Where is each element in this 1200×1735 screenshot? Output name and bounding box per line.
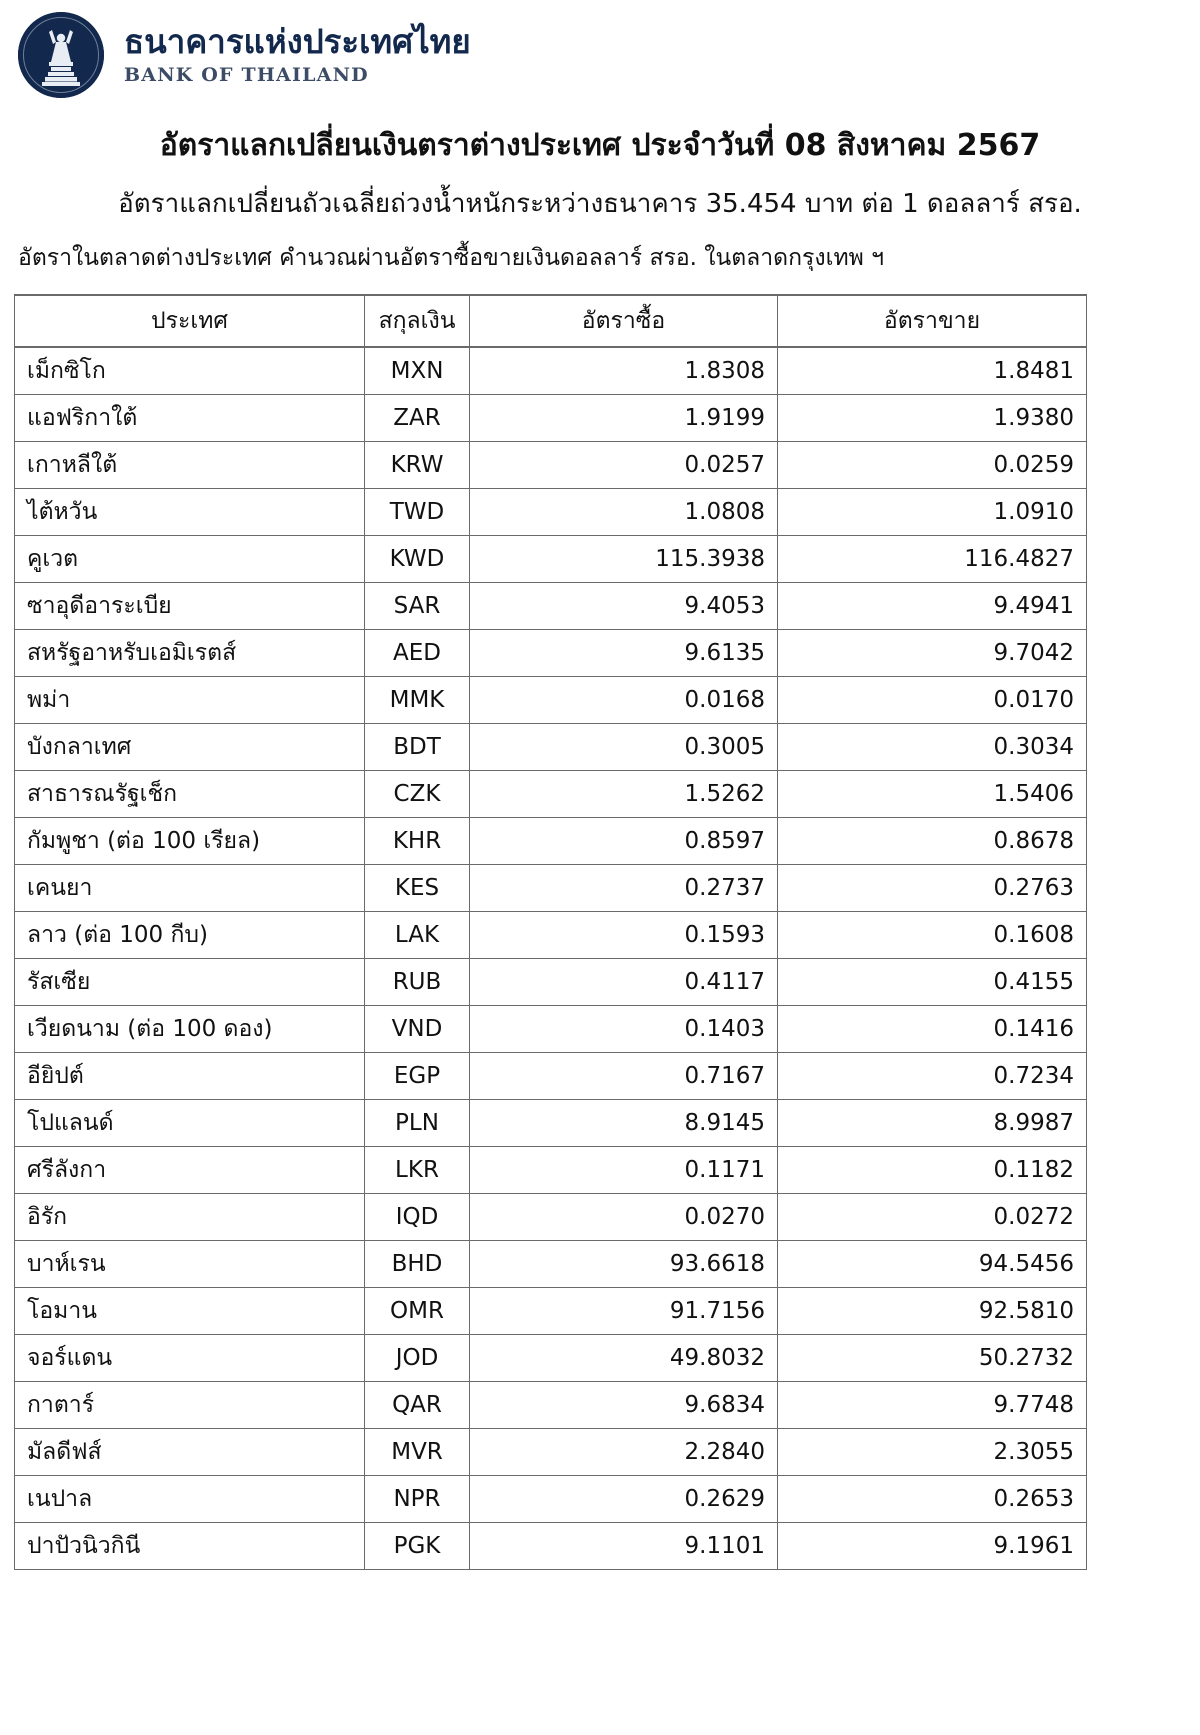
- exchange-rate-table: [14, 294, 1087, 1570]
- cell-sell-rate: 2.3055: [778, 1428, 1087, 1475]
- cell-country: เนปาล: [15, 1475, 365, 1522]
- cell-buy-rate: 1.9199: [470, 394, 778, 441]
- cell-sell-rate: 9.4941: [778, 582, 1087, 629]
- table-row: [15, 1193, 1087, 1240]
- cell-currency-code: SAR: [365, 582, 470, 629]
- cell-buy-rate: 2.2840: [470, 1428, 778, 1475]
- cell-sell-rate: 92.5810: [778, 1287, 1087, 1334]
- cell-country: โปแลนด์: [15, 1099, 365, 1146]
- cell-currency-code: ZAR: [365, 394, 470, 441]
- cell-buy-rate: 0.2737: [470, 864, 778, 911]
- cell-country: ปาปัวนิวกินี: [15, 1522, 365, 1569]
- brand-name-thai: ธนาคารแห่งประเทศไทย: [124, 22, 471, 61]
- table-row: [15, 347, 1087, 394]
- table-row: [15, 676, 1087, 723]
- cell-currency-code: AED: [365, 629, 470, 676]
- cell-buy-rate: 115.3938: [470, 535, 778, 582]
- bank-of-thailand-seal-icon: [18, 12, 104, 98]
- table-header-row: [15, 295, 1087, 347]
- brand-text: [124, 22, 471, 86]
- cell-buy-rate: 0.1171: [470, 1146, 778, 1193]
- cell-buy-rate: 0.2629: [470, 1475, 778, 1522]
- cell-sell-rate: 0.1416: [778, 1005, 1087, 1052]
- cell-buy-rate: 91.7156: [470, 1287, 778, 1334]
- cell-country: กาตาร์: [15, 1381, 365, 1428]
- cell-currency-code: OMR: [365, 1287, 470, 1334]
- cell-country: บาห์เรน: [15, 1240, 365, 1287]
- table-row: [15, 1240, 1087, 1287]
- cell-country: สาธารณรัฐเช็ก: [15, 770, 365, 817]
- cell-country: เกาหลีใต้: [15, 441, 365, 488]
- cell-sell-rate: 0.0259: [778, 441, 1087, 488]
- cell-currency-code: MXN: [365, 347, 470, 394]
- cell-currency-code: RUB: [365, 958, 470, 1005]
- cell-buy-rate: 0.0257: [470, 441, 778, 488]
- cell-buy-rate: 49.8032: [470, 1334, 778, 1381]
- table-row: [15, 958, 1087, 1005]
- cell-currency-code: VND: [365, 1005, 470, 1052]
- cell-buy-rate: 9.6834: [470, 1381, 778, 1428]
- cell-buy-rate: 9.4053: [470, 582, 778, 629]
- table-row: [15, 770, 1087, 817]
- cell-country: แอฟริกาใต้: [15, 394, 365, 441]
- cell-sell-rate: 8.9987: [778, 1099, 1087, 1146]
- table-row: [15, 1287, 1087, 1334]
- page-note: อัตราในตลาดต่างประเทศ คำนวณผ่านอัตราซื้อขายเงินดอลลาร์ สรอ. ในตลาดกรุงเทพ ฯ: [18, 245, 885, 271]
- cell-sell-rate: 1.8481: [778, 347, 1087, 394]
- brand-header: [0, 0, 1200, 96]
- cell-sell-rate: 0.8678: [778, 817, 1087, 864]
- cell-sell-rate: 0.2763: [778, 864, 1087, 911]
- cell-sell-rate: 9.1961: [778, 1522, 1087, 1569]
- table-row: [15, 1334, 1087, 1381]
- column-header-country: ประเทศ: [15, 295, 365, 347]
- document-titles: [0, 122, 1200, 276]
- cell-currency-code: KRW: [365, 441, 470, 488]
- cell-buy-rate: 0.7167: [470, 1052, 778, 1099]
- table-row: [15, 911, 1087, 958]
- cell-country: จอร์แดน: [15, 1334, 365, 1381]
- table-row: [15, 629, 1087, 676]
- cell-country: ศรีลังกา: [15, 1146, 365, 1193]
- cell-country: พม่า: [15, 676, 365, 723]
- cell-sell-rate: 94.5456: [778, 1240, 1087, 1287]
- table-header: [15, 295, 1087, 347]
- cell-currency-code: LKR: [365, 1146, 470, 1193]
- cell-currency-code: CZK: [365, 770, 470, 817]
- cell-sell-rate: 9.7748: [778, 1381, 1087, 1428]
- table-body: [15, 347, 1087, 1569]
- cell-sell-rate: 0.2653: [778, 1475, 1087, 1522]
- cell-buy-rate: 8.9145: [470, 1099, 778, 1146]
- table-row: [15, 1475, 1087, 1522]
- cell-buy-rate: 1.0808: [470, 488, 778, 535]
- cell-country: เคนยา: [15, 864, 365, 911]
- cell-currency-code: KHR: [365, 817, 470, 864]
- cell-currency-code: LAK: [365, 911, 470, 958]
- cell-sell-rate: 50.2732: [778, 1334, 1087, 1381]
- cell-currency-code: EGP: [365, 1052, 470, 1099]
- table-row: [15, 394, 1087, 441]
- cell-country: มัลดีฟส์: [15, 1428, 365, 1475]
- brand-name-english: BANK OF THAILAND: [124, 64, 369, 86]
- cell-sell-rate: 9.7042: [778, 629, 1087, 676]
- cell-buy-rate: 0.3005: [470, 723, 778, 770]
- cell-currency-code: NPR: [365, 1475, 470, 1522]
- cell-sell-rate: 0.7234: [778, 1052, 1087, 1099]
- table-row: [15, 723, 1087, 770]
- column-header-buy-rate: อัตราซื้อ: [470, 295, 778, 347]
- cell-sell-rate: 116.4827: [778, 535, 1087, 582]
- cell-country: โอมาน: [15, 1287, 365, 1334]
- table-row: [15, 1005, 1087, 1052]
- cell-country: ซาอุดีอาระเบีย: [15, 582, 365, 629]
- cell-country: ไต้หวัน: [15, 488, 365, 535]
- cell-buy-rate: 0.1593: [470, 911, 778, 958]
- cell-country: อิรัก: [15, 1193, 365, 1240]
- cell-country: ลาว (ต่อ 100 กีบ): [15, 911, 365, 958]
- cell-buy-rate: 0.0270: [470, 1193, 778, 1240]
- table-row: [15, 1428, 1087, 1475]
- cell-country: เวียดนาม (ต่อ 100 ดอง): [15, 1005, 365, 1052]
- cell-country: อียิปต์: [15, 1052, 365, 1099]
- table-row: [15, 488, 1087, 535]
- cell-currency-code: KWD: [365, 535, 470, 582]
- cell-country: เม็กซิโก: [15, 347, 365, 394]
- cell-currency-code: IQD: [365, 1193, 470, 1240]
- cell-currency-code: KES: [365, 864, 470, 911]
- page-title: อัตราแลกเปลี่ยนเงินตราต่างประเทศ ประจำวันที่ 08 สิงหาคม 2567: [159, 128, 1041, 163]
- cell-buy-rate: 93.6618: [470, 1240, 778, 1287]
- table-row: [15, 1099, 1087, 1146]
- cell-currency-code: QAR: [365, 1381, 470, 1428]
- cell-currency-code: MVR: [365, 1428, 470, 1475]
- cell-sell-rate: 0.1608: [778, 911, 1087, 958]
- cell-country: สหรัฐอาหรับเอมิเรตส์: [15, 629, 365, 676]
- cell-currency-code: TWD: [365, 488, 470, 535]
- cell-country: คูเวต: [15, 535, 365, 582]
- column-header-sell-rate: อัตราขาย: [778, 295, 1087, 347]
- cell-sell-rate: 0.3034: [778, 723, 1087, 770]
- cell-buy-rate: 0.4117: [470, 958, 778, 1005]
- cell-sell-rate: 1.0910: [778, 488, 1087, 535]
- cell-buy-rate: 1.8308: [470, 347, 778, 394]
- table-row: [15, 535, 1087, 582]
- cell-country: รัสเซีย: [15, 958, 365, 1005]
- cell-country: บังกลาเทศ: [15, 723, 365, 770]
- table-row: [15, 1052, 1087, 1099]
- table-row: [15, 817, 1087, 864]
- table-row: [15, 1381, 1087, 1428]
- cell-currency-code: PLN: [365, 1099, 470, 1146]
- exchange-rate-table-container: [14, 294, 1186, 1570]
- table-row: [15, 1522, 1087, 1569]
- cell-currency-code: BDT: [365, 723, 470, 770]
- cell-buy-rate: 0.1403: [470, 1005, 778, 1052]
- table-row: [15, 582, 1087, 629]
- cell-buy-rate: 0.8597: [470, 817, 778, 864]
- cell-country: กัมพูชา (ต่อ 100 เรียล): [15, 817, 365, 864]
- table-row: [15, 1146, 1087, 1193]
- page-subtitle: อัตราแลกเปลี่ยนถัวเฉลี่ยถ่วงน้ำหนักระหว่างธนาคาร 35.454 บาท ต่อ 1 ดอลลาร์ สรอ.: [118, 189, 1082, 219]
- table-row: [15, 864, 1087, 911]
- cell-currency-code: PGK: [365, 1522, 470, 1569]
- table-row: [15, 441, 1087, 488]
- cell-currency-code: BHD: [365, 1240, 470, 1287]
- cell-currency-code: MMK: [365, 676, 470, 723]
- column-header-currency: สกุลเงิน: [365, 295, 470, 347]
- cell-buy-rate: 9.6135: [470, 629, 778, 676]
- cell-sell-rate: 0.4155: [778, 958, 1087, 1005]
- cell-buy-rate: 1.5262: [470, 770, 778, 817]
- cell-currency-code: JOD: [365, 1334, 470, 1381]
- cell-buy-rate: 0.0168: [470, 676, 778, 723]
- cell-sell-rate: 0.1182: [778, 1146, 1087, 1193]
- cell-sell-rate: 0.0170: [778, 676, 1087, 723]
- cell-sell-rate: 0.0272: [778, 1193, 1087, 1240]
- cell-sell-rate: 1.5406: [778, 770, 1087, 817]
- cell-sell-rate: 1.9380: [778, 394, 1087, 441]
- cell-buy-rate: 9.1101: [470, 1522, 778, 1569]
